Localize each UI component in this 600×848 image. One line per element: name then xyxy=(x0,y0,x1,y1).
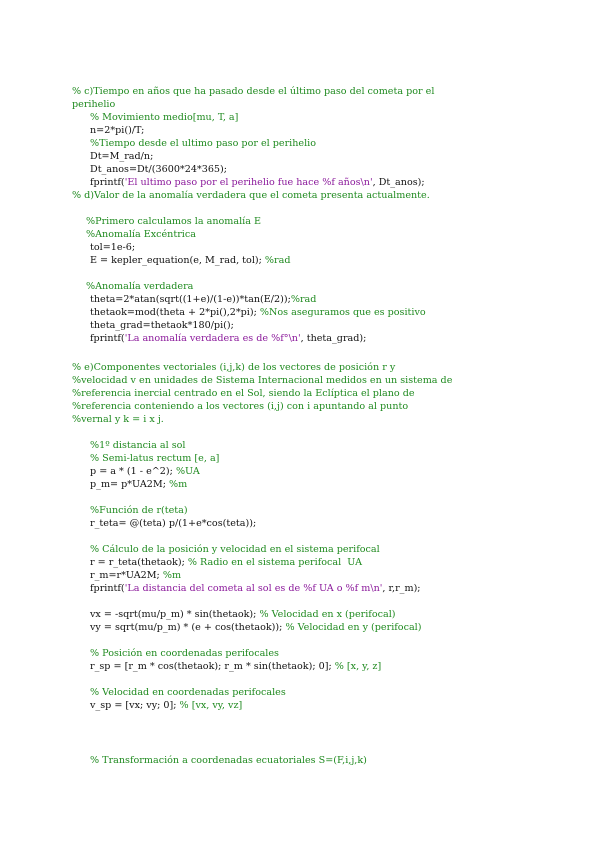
code-comment: % d)Valor de la anomalía verdadera que el cometa presenta actualmente. xyxy=(72,190,430,201)
code-comment: %vernal y k = i x j. xyxy=(72,414,164,425)
code-text: , Dt_anos); xyxy=(372,177,425,188)
code-line xyxy=(86,280,193,293)
code-comment: %UA xyxy=(175,466,200,477)
code-comment: % Velocidad en coordenadas perifocales xyxy=(90,687,286,698)
code-comment: %rad xyxy=(264,255,291,266)
code-comment: % Posición en coordenadas perifocales xyxy=(90,648,279,659)
code-comment: % [x, y, z] xyxy=(334,661,382,672)
code-line xyxy=(90,543,380,556)
code-comment: perihelio xyxy=(72,99,116,110)
code-comment: %rad xyxy=(290,294,317,305)
code-text: r_m=r*UA2M; xyxy=(90,570,163,581)
code-comment: % [vx, vy, vz] xyxy=(179,700,243,711)
code-line xyxy=(90,319,234,332)
code-text: r_teta= @(teta) p/(1+e*cos(teta)); xyxy=(90,518,257,529)
code-text: p_m= p*UA2M; xyxy=(90,479,169,490)
code-line xyxy=(90,137,316,150)
code-string: 'El ultimo paso por el perihelio fue hace %f años\n' xyxy=(124,177,373,188)
code-comment: % Transformación a coordenadas ecuatoriales S=(F,i,j,k) xyxy=(90,755,367,766)
code-line xyxy=(90,517,256,530)
code-text: fprintf( xyxy=(90,333,125,344)
code-text: fprintf( xyxy=(90,177,125,188)
code-line xyxy=(90,699,242,712)
code-line xyxy=(72,98,115,111)
code-line xyxy=(90,176,425,189)
code-line xyxy=(90,254,291,267)
code-line xyxy=(72,413,164,426)
code-comment: % Radio en el sistema perifocal UA xyxy=(187,557,363,568)
code-comment: % c)Tiempo en años que ha pasado desde el último paso del cometa por el xyxy=(72,86,435,97)
code-text: E = kepler_equation(e, M_rad, tol); xyxy=(90,255,265,266)
code-line xyxy=(90,111,238,124)
code-comment: %Primero calculamos la anomalía E xyxy=(86,216,261,227)
code-comment: % Cálculo de la posición y velocidad en el sistema perifocal xyxy=(90,544,380,555)
code-comment: %m xyxy=(162,570,182,581)
code-text: vx = -sqrt(mu/p_m) * sin(thetaok); xyxy=(90,609,260,620)
code-comment: % Velocidad en y (perifocal) xyxy=(285,622,422,633)
code-text: vy = sqrt(mu/p_m) * (e + cos(thetaok)); xyxy=(90,622,286,633)
code-line xyxy=(90,556,362,569)
code-line xyxy=(72,189,430,202)
code-comment: % Velocidad en x (perifocal) xyxy=(259,609,396,620)
code-text: , r,r_m); xyxy=(382,583,421,594)
code-line xyxy=(72,387,415,400)
code-line xyxy=(90,306,426,319)
code-line xyxy=(90,293,316,306)
code-text: v_sp = [vx; vy; 0]; xyxy=(90,700,180,711)
code-line xyxy=(86,215,261,228)
code-line xyxy=(90,150,153,163)
code-comment: %Anomalía verdadera xyxy=(86,281,194,292)
code-text: fprintf( xyxy=(90,583,125,594)
code-line xyxy=(90,660,381,673)
code-comment: %m xyxy=(169,479,188,490)
code-line xyxy=(90,439,185,452)
code-line xyxy=(72,361,395,374)
code-line xyxy=(90,465,200,478)
code-text: thetaok=mod(theta + 2*pi(),2*pi); xyxy=(90,307,260,318)
code-comment: %referencia conteniendo a los vectores (i,j) con i apuntando al punto xyxy=(72,401,409,412)
code-line xyxy=(90,608,396,621)
code-line xyxy=(90,582,421,595)
code-comment: %velocidad v en unidades de Sistema Internacional medidos en un sistema de xyxy=(72,375,453,386)
code-line xyxy=(72,374,452,387)
code-line xyxy=(90,241,135,254)
code-text: r_sp = [r_m * cos(thetaok); r_m * sin(thetaok); 0]; xyxy=(90,661,335,672)
code-comment: %Anomalía Excéntrica xyxy=(86,229,196,240)
code-comment: %Función de r(teta) xyxy=(90,505,188,516)
code-line xyxy=(72,85,434,98)
code-line xyxy=(90,621,422,634)
code-text: tol=1e-6; xyxy=(90,242,136,253)
code-text: theta_grad=thetaok*180/pi(); xyxy=(90,320,234,331)
code-text: theta=2*atan(sqrt((1+e)/(1-e))*tan(E/2)); xyxy=(90,294,291,305)
code-text: Dt=M_rad/n; xyxy=(90,151,154,162)
code-text: , theta_grad); xyxy=(300,333,367,344)
code-comment: %Nos aseguramos que es positivo xyxy=(259,307,426,318)
code-line xyxy=(90,332,366,345)
code-text: n=2*pi()/T; xyxy=(90,125,145,136)
code-string: 'La distancia del cometa al sol es de %f UA o %f m\n' xyxy=(124,583,383,594)
code-text: r = r_teta(thetaok); xyxy=(90,557,188,568)
code-line xyxy=(90,754,367,767)
code-line xyxy=(86,228,196,241)
code-comment: %Tiempo desde el ultimo paso por el perihelio xyxy=(90,138,317,149)
code-line xyxy=(90,504,188,517)
code-line xyxy=(90,163,227,176)
code-line xyxy=(90,124,144,137)
code-text: p = a * (1 - e^2); xyxy=(90,466,176,477)
code-text: Dt_anos=Dt/(3600*24*365); xyxy=(90,164,228,175)
code-comment: % e)Componentes vectoriales (i,j,k) de los vectores de posición r y xyxy=(72,362,396,373)
code-line xyxy=(90,647,279,660)
code-comment: %referencia inercial centrado en el Sol, siendo la Eclíptica el plano de xyxy=(72,388,415,399)
code-comment: %1º distancia al sol xyxy=(90,440,186,451)
code-line xyxy=(72,400,408,413)
code-line xyxy=(90,569,181,582)
code-comment: % Semi-latus rectum [e, a] xyxy=(90,453,220,464)
code-comment: % Movimiento medio[mu, T, a] xyxy=(90,112,239,123)
code-line xyxy=(90,452,219,465)
code-string: 'La anomalía verdadera es de %f°\n' xyxy=(124,333,301,344)
code-line xyxy=(90,686,286,699)
code-line xyxy=(90,478,187,491)
